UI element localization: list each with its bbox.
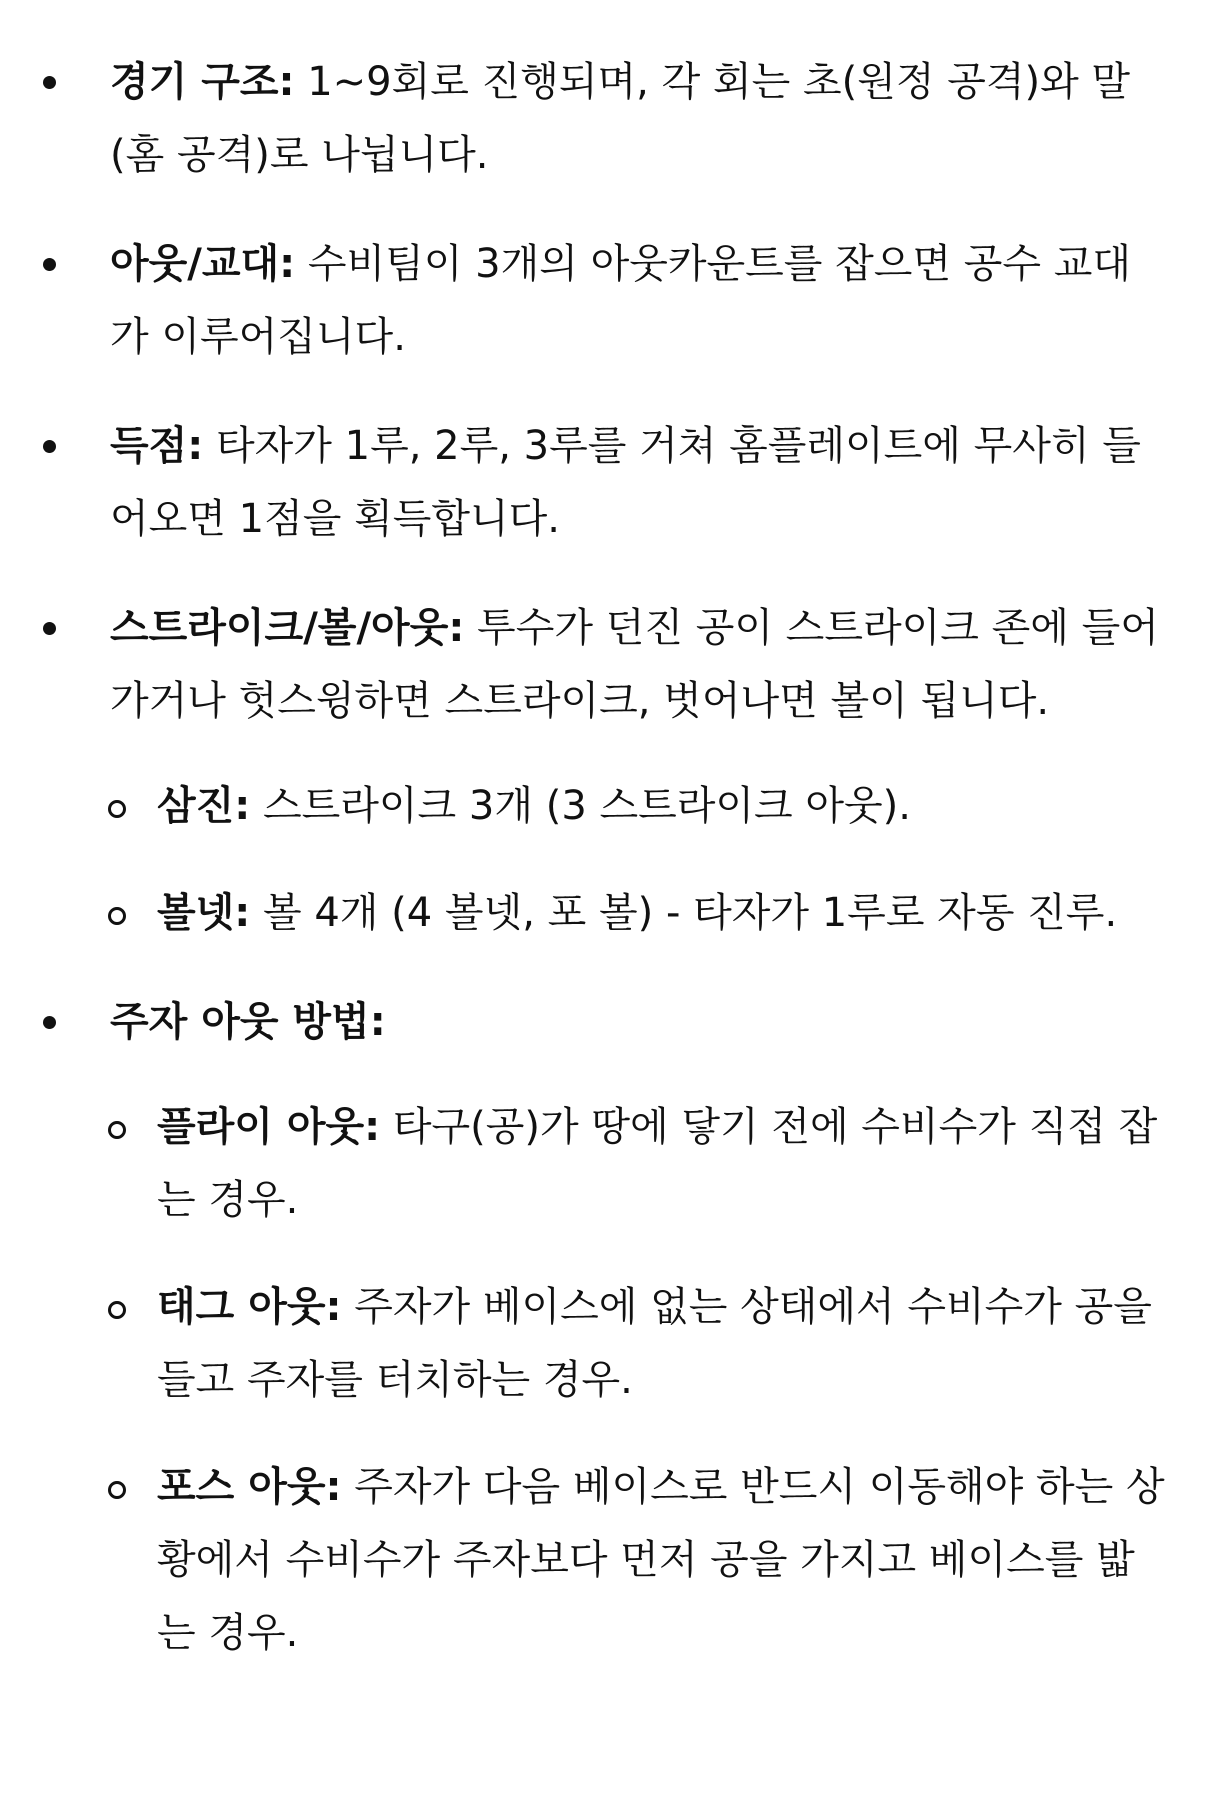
item-term: 스트라이크/볼/아웃: [110, 605, 465, 651]
item-text: 수비팀이 3개의 아웃카운트를 잡으면 공수 교대가 이루어집니다. [110, 241, 1132, 360]
item-text: 1~9회로 진행되며, 각 회는 초(원정 공격)와 말(홈 공격)로 나뉩니다. [110, 59, 1131, 178]
bullet-icon [43, 76, 56, 89]
item-term: 아웃/교대: [110, 241, 296, 287]
bullet-icon [43, 440, 56, 453]
list-item [0, 592, 1206, 950]
list-item [0, 986, 1206, 1670]
item-term: 득점: [110, 423, 204, 469]
item-term: 주자 아웃 방법: [110, 999, 386, 1045]
list-item [0, 228, 1206, 374]
sub-list [110, 770, 1166, 950]
sub-list-item [110, 770, 1166, 843]
hollow-bullet-icon [108, 800, 126, 818]
hollow-bullet-icon [108, 1121, 126, 1139]
hollow-bullet-icon [108, 1481, 126, 1499]
sub-list [110, 1091, 1166, 1670]
sub-item-term: 플라이 아웃: [157, 1104, 381, 1150]
sub-item-term: 볼넷: [157, 890, 251, 936]
sub-item-text: 타구(공)가 땅에 닿기 전에 수비수가 직접 잡는 경우. [157, 1104, 1158, 1223]
item-text: 투수가 던진 공이 스트라이크 존에 들어가거나 헛스윙하면 스트라이크, 벗어나면 볼이 됩니다. [110, 605, 1159, 724]
list-item [0, 410, 1206, 556]
sub-item-term: 삼진: [157, 783, 251, 829]
bullet-icon [43, 258, 56, 271]
sub-item-term: 포스 아웃: [157, 1464, 342, 1510]
sub-list-item [110, 1451, 1166, 1670]
sub-item-text: 볼 4개 (4 볼넷, 포 볼) - 타자가 1루로 자동 진루. [250, 890, 1118, 936]
list-item [0, 46, 1206, 192]
sub-item-term: 태그 아웃: [157, 1284, 342, 1330]
item-term: 경기 구조: [110, 59, 295, 105]
sub-item-text: 스트라이크 3개 (3 스트라이크 아웃). [250, 783, 911, 829]
sub-list-item [110, 1271, 1166, 1417]
hollow-bullet-icon [108, 907, 126, 925]
item-text: 타자가 1루, 2루, 3루를 거쳐 홈플레이트에 무사히 들어오면 1점을 획득합니다. [110, 423, 1141, 542]
bullet-icon [43, 622, 56, 635]
sub-item-text: 주자가 다음 베이스로 반드시 이동해야 하는 상황에서 수비수가 주자보다 먼저 공을 가지고 베이스를 밟는 경우. [157, 1464, 1165, 1656]
sub-list-item [110, 1091, 1166, 1237]
bullet-icon [43, 1016, 56, 1029]
rules-list [0, 46, 1206, 1704]
sub-item-text: 주자가 베이스에 없는 상태에서 수비수가 공을 들고 주자를 터치하는 경우. [157, 1284, 1152, 1403]
sub-list-item [110, 877, 1166, 950]
hollow-bullet-icon [108, 1301, 126, 1319]
